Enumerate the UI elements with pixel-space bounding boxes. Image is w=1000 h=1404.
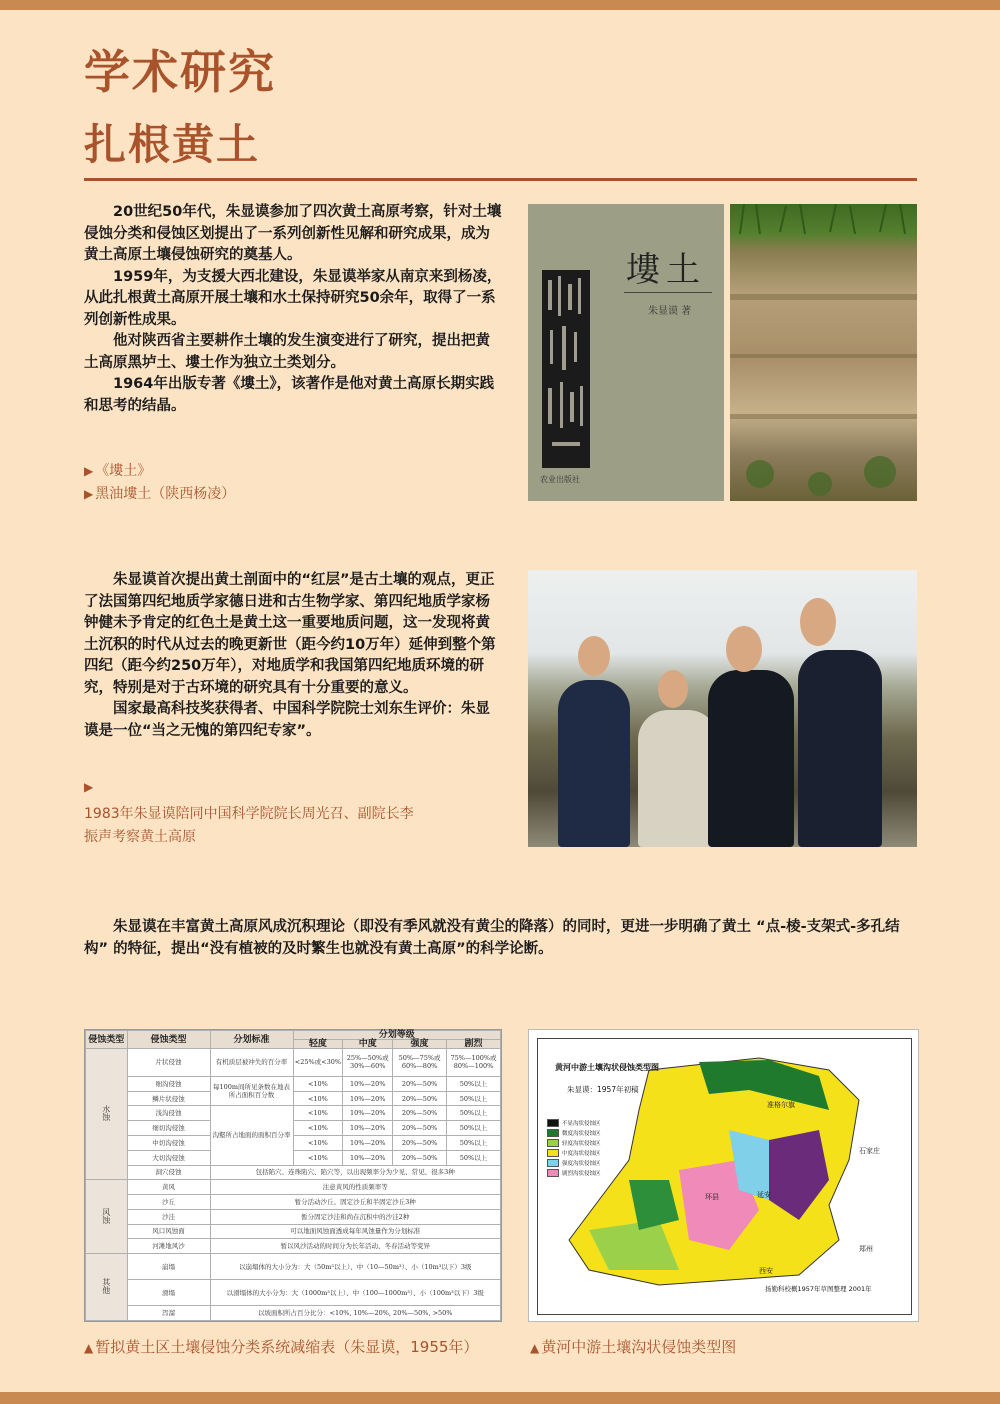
table-row (86, 1121, 501, 1136)
legend-swatch (547, 1139, 559, 1147)
page-subtitle: 扎根黄土 (84, 120, 261, 169)
legend-label: 强度沟状侵蚀区 (562, 1161, 601, 1167)
caption-soil-text: 黑油塿土（陕西杨凌） (95, 486, 236, 502)
table-header: 侵蚀类型 (127, 1031, 210, 1049)
map-note: 扬勤科校概1957年草图整理 2001年 (765, 1285, 872, 1293)
table-group-cell: 水 蚀 (86, 1049, 128, 1180)
section2-paragraph: 朱显谟首次提出黄土剖面中的“红层”是古土壤的观点，更正了法国第四纪地质学家德日进和古生物学家、第四纪地质学家杨钟健未予肯定的红色土是黄土这一重要地质问题，这一发现将黄土沉积的时代从过去的晚更新世（距今约10万年）延伸到整个第四纪（距今约250万年），对地质学和我国第四纪地质环境的研究，特别是对于古环境的研究具有十分重要的意义。 (84, 572, 496, 696)
table-cell: 20%—50% (393, 1106, 447, 1121)
page-title: 学术研究 (84, 45, 276, 99)
map-place-label: 郑州 (859, 1245, 873, 1253)
table-header: 强度 (393, 1040, 447, 1049)
table-header: 中度 (343, 1040, 393, 1049)
table-group-cell: 风 蚀 (86, 1180, 128, 1254)
top-decorative-bar (0, 0, 1000, 10)
table-row (86, 1165, 501, 1180)
table-cell: <10% (293, 1091, 343, 1106)
table-cell: 50%以上 (447, 1091, 501, 1106)
book-cover-image (528, 204, 724, 501)
table-cell: 洞穴侵蚀 (127, 1165, 210, 1180)
table-row (86, 1150, 501, 1165)
table-cell: 暂分活动沙丘、固定沙丘和半固定沙丘3种 (210, 1195, 501, 1210)
person-figure (708, 670, 794, 847)
person-head (578, 636, 610, 676)
caption-soil (84, 483, 235, 506)
section1-paragraph: 1959年，为支援大西北建设，朱显谟举家从南京来到杨凌，从此扎根黄土高原开展土壤和水土保持研究50余年，取得了一系列创新性成果。 (84, 268, 502, 328)
table-caption (84, 1336, 478, 1360)
erosion-map (528, 1029, 919, 1322)
table-cell: 暂以风沙活动的时间分为长年活动、冬春活动等变异 (210, 1239, 501, 1254)
triangle-up-icon: ▲ (530, 1341, 540, 1355)
map-place-label: 环县 (705, 1193, 719, 1201)
table-cell: 20%—50% (393, 1150, 447, 1165)
table-cell: 50%以上 (447, 1076, 501, 1091)
book-cover-title: 塿土 (626, 250, 706, 290)
table-row (86, 1224, 501, 1239)
table-cell: 中切沟侵蚀 (127, 1135, 210, 1150)
table-cell: 暂分固定沙洼和尚在沉积中的沙洼2种 (210, 1209, 501, 1224)
table-cell: 鳞片状侵蚀 (127, 1091, 210, 1106)
table-row (86, 1254, 501, 1280)
book-cover-publisher: 农业出版社 (540, 475, 580, 484)
table-cell: 50%以上 (447, 1121, 501, 1136)
table-group-cell: 其 他 (86, 1254, 128, 1321)
table-header: 侵蚀类型 (86, 1031, 128, 1049)
section1-text (84, 202, 502, 417)
table-row (86, 1239, 501, 1254)
table-caption-text: 暂拟黄土区土壤侵蚀分类系统减缩表（朱显谟，1955年） (95, 1338, 479, 1356)
table-row (86, 1076, 501, 1091)
table-cell: 20%—50% (393, 1091, 447, 1106)
table-cell: <10% (293, 1135, 343, 1150)
legend-item (547, 1168, 601, 1178)
table-cell: 泻溜 (127, 1306, 210, 1321)
map-caption-text: 黄河中游土壤沟状侵蚀类型图 (541, 1338, 737, 1356)
table-cell: 有机质层被冲失的百分率 (210, 1049, 293, 1077)
table-cell: 细沟侵蚀 (127, 1076, 210, 1091)
soil-profile-photo (730, 204, 917, 501)
table-cell: 20%—50% (393, 1121, 447, 1136)
table-cell: 10%—20% (343, 1106, 393, 1121)
table-cell: 20%—50% (393, 1135, 447, 1150)
table-row (86, 1135, 501, 1150)
erosion-classification-table (84, 1029, 502, 1322)
table-cell: 50%以上 (447, 1106, 501, 1121)
table-cell: 20%—50% (393, 1076, 447, 1091)
table-row (86, 1195, 501, 1210)
table-row (86, 1180, 501, 1195)
table-cell: 每100m间所见条数在地表所占面积百分数 (210, 1076, 293, 1106)
table-cell: <10% (293, 1076, 343, 1091)
section1-paragraph: 他对陕西省主要耕作土壤的发生演变进行了研究，提出把黄土高原黑垆土、塿土作为独立土类划分。 (84, 333, 490, 371)
legend-item (547, 1118, 601, 1128)
person-figure (798, 650, 882, 847)
section1-paragraph: 1964年出版专著《塿土》，该著作是他对黄土高原长期实践和思考的结晶。 (84, 376, 495, 414)
table-cell: 黄风 (127, 1180, 210, 1195)
section1-captions (84, 460, 235, 506)
caption-book-text: 《塿土》 (95, 463, 152, 479)
table-cell: <10% (293, 1150, 343, 1165)
table-cell: 包括陷穴、连珠陷穴、陷穴等，以出现频率分为少见、常见、很多3种 (210, 1165, 501, 1180)
table-cell: <25%或<30% (293, 1049, 343, 1077)
person-head (800, 598, 836, 646)
table-cell: 10%—20% (343, 1076, 393, 1091)
table-cell: 大切沟侵蚀 (127, 1150, 210, 1165)
table-row (86, 1049, 501, 1077)
title-divider (84, 178, 917, 181)
table-cell: <10% (293, 1106, 343, 1121)
table-cell: 以滑塌体的大小分为：大（1000m³以上）、中（100—1000m³）、小（100m³以下）3级 (210, 1280, 501, 1306)
table-cell: 以坡面积所占百分比分：<10%, 10%—20%, 20%—50%, >50% (210, 1306, 501, 1321)
book-cover-author: 朱显谟 著 (648, 306, 692, 317)
table-cell: 河滩地风沙 (127, 1239, 210, 1254)
map-caption (530, 1336, 736, 1360)
map-title: 黄河中游土壤沟状侵蚀类型图 (555, 1063, 659, 1072)
bottom-decorative-bar (0, 1392, 1000, 1404)
legend-label: 不显沟状侵蚀区 (562, 1121, 601, 1127)
legend-swatch (547, 1129, 559, 1137)
section3-text (84, 917, 918, 960)
table-cell: 50%—75%或60%—80% (393, 1049, 447, 1077)
table-cell: 滑塌 (127, 1280, 210, 1306)
table-cell: 75%—100%或80%—100% (447, 1049, 501, 1077)
triangle-right-icon: ▶ (84, 464, 94, 478)
legend-item (547, 1128, 601, 1138)
person-head (726, 626, 762, 672)
table-row (86, 1306, 501, 1321)
table-row (86, 1091, 501, 1106)
table-cell: 浅沟侵蚀 (127, 1106, 210, 1121)
person-head (658, 670, 688, 708)
table-cell: 10%—20% (343, 1135, 393, 1150)
triangle-up-icon: ▲ (84, 1341, 94, 1355)
legend-swatch (547, 1169, 559, 1177)
table-cell: 注意黄风的性质频率等 (210, 1180, 501, 1195)
legend-label: 中度沟状侵蚀区 (562, 1151, 601, 1157)
section2-paragraph: 国家最高科技奖获得者、中国科学院院士刘东生评价：朱显谟是一位“当之无愧的第四纪专家”。 (84, 701, 490, 739)
table-cell: 细切沟侵蚀 (127, 1121, 210, 1136)
soil-photo-texture (730, 204, 917, 501)
table-row (86, 1209, 501, 1224)
book-cover-rule (624, 292, 712, 293)
woodcut-pattern (542, 270, 590, 468)
caption-group-photo-text: 1983年朱显谟陪同中国科学院院长周光召、副院长李振声考察黄土高原 (84, 806, 414, 845)
table-cell: 50%以上 (447, 1150, 501, 1165)
table-cell: 10%—20% (343, 1121, 393, 1136)
table-row (86, 1280, 501, 1306)
book-cover-woodcut (542, 270, 590, 468)
section2-caption (84, 776, 414, 849)
legend-item (547, 1148, 601, 1158)
table-header: 剧烈 (447, 1040, 501, 1049)
person-figure (638, 710, 718, 847)
triangle-right-icon: ▶ (84, 487, 94, 501)
section3-paragraph: 朱显谟在丰富黄土高原风成沉积理论（即没有季风就没有黄尘的降落）的同时，更进一步明确了黄土 “点-棱-支架式-多孔结构” 的特征，提出“没有植被的及时繁生也就没有黄土高原”的科学论断。 (84, 919, 900, 957)
legend-swatch (547, 1159, 559, 1167)
table-row (86, 1106, 501, 1121)
section1-paragraph: 20世纪50年代，朱显谟参加了四次黄土高原考察，针对土壤侵蚀分类和侵蚀区划提出了一系列创新性见解和研究成果，成为黄土高原土壤侵蚀研究的奠基人。 (84, 204, 502, 263)
table-cell: 风口风蚀面 (127, 1224, 210, 1239)
erosion-table (85, 1030, 501, 1321)
table-cell: <10% (293, 1121, 343, 1136)
triangle-right-icon: ▶ (84, 780, 94, 794)
legend-item (547, 1138, 601, 1148)
map-place-label: 准格尔旗 (767, 1101, 795, 1109)
legend-label: 轻度沟状侵蚀区 (562, 1141, 601, 1147)
map-place-label: 延安 (757, 1191, 771, 1199)
legend-label: 微度沟状侵蚀区 (562, 1131, 601, 1137)
table-cell: 崩塌 (127, 1254, 210, 1280)
table-cell: 10%—20% (343, 1150, 393, 1165)
table-header: 分划等级 (293, 1031, 501, 1040)
table-cell: 可以地面风蚀面透成每年风蚀量作为分划标准 (210, 1224, 501, 1239)
table-header: 分划标准 (210, 1031, 293, 1049)
table-cell: 片状侵蚀 (127, 1049, 210, 1077)
group-inspection-photo (528, 570, 917, 847)
legend-swatch (547, 1149, 559, 1157)
map-author: 朱显谟：1957年初稿 (567, 1085, 639, 1094)
map-place-label: 石家庄 (859, 1147, 880, 1155)
table-cell: 50%以上 (447, 1135, 501, 1150)
map-place-label: 西安 (759, 1267, 773, 1275)
table-cell: 10%—20% (343, 1091, 393, 1106)
legend-swatch (547, 1119, 559, 1127)
caption-book (84, 460, 235, 483)
section2-text (84, 570, 502, 742)
table-cell: 沙丘 (127, 1195, 210, 1210)
person-figure (558, 680, 630, 847)
legend-item (547, 1158, 601, 1168)
table-cell: 沟壑所占地面的面积百分率 (210, 1106, 293, 1165)
map-legend (547, 1118, 601, 1178)
legend-label: 剧烈沟状侵蚀区 (562, 1171, 601, 1177)
table-cell: 沙洼 (127, 1209, 210, 1224)
table-header: 轻度 (293, 1040, 343, 1049)
table-cell: 25%—50%或30%—60% (343, 1049, 393, 1077)
table-cell: 以崩塌体的大小分为：大（50m³以上）、中（10—50m³）、小（10m³以下）3级 (210, 1254, 501, 1280)
